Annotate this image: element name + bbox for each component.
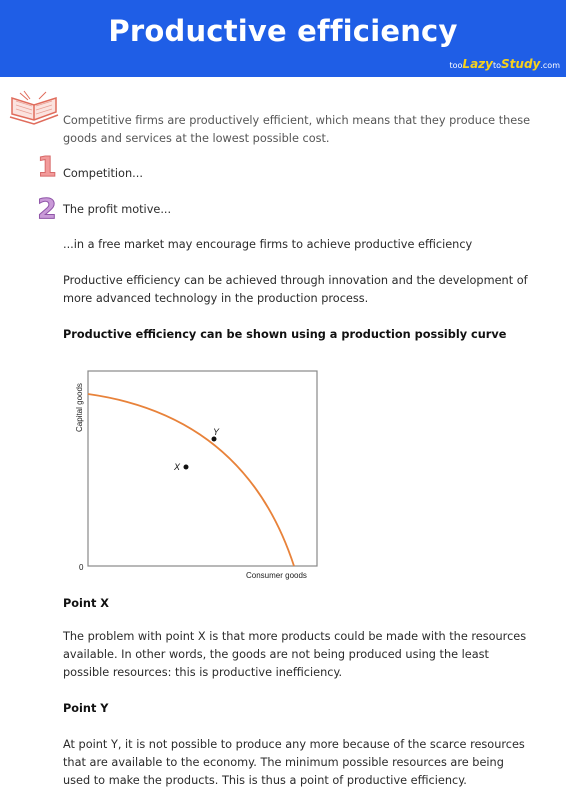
free-market-text: ...in a free market may encourage firms to achieve productive efficiency [63, 238, 473, 251]
number-two-icon: 2 [37, 192, 57, 225]
point-y-label: Y [213, 427, 220, 437]
point-x-heading: Point X [63, 597, 109, 610]
intro-text: Competitive firms are productively efficient, which means that they produce these goods and services at the lowest possible cost. [63, 114, 531, 145]
innovation-text: Productive efficiency can be achieved through innovation and the development of more advanced technology in the production process. [63, 274, 528, 305]
brand-logo: tooLazytoStudy.com [449, 57, 560, 71]
item-competition: Competition... [63, 167, 143, 180]
point-x-label: X [174, 462, 181, 472]
origin-label: 0 [79, 563, 84, 572]
number-one-icon: 1 [37, 150, 57, 183]
point-y-marker [212, 437, 217, 442]
open-book-icon [6, 90, 62, 128]
item-profit-motive: The profit motive... [63, 203, 172, 216]
x-axis-label: Consumer goods [246, 571, 307, 580]
ppc-chart [70, 366, 330, 586]
y-axis-label: Capital goods [75, 383, 84, 432]
page-title: Productive efficiency [108, 14, 458, 48]
point-x-marker [184, 465, 189, 470]
point-x-text: The problem with point X is that more products could be made with the resources available. In other words, the goods are not being produced using the least possible resources: this is productive inefficiency. [63, 630, 527, 679]
ppc-heading: Productive efficiency can be shown using a production possibly curve [63, 328, 507, 341]
point-y-text: At point Y, it is not possible to produce any more because of the scarce resources that are available to the economy. The minimum possible resources are being used to make the products. This is thus a point of productive efficiency. [63, 738, 525, 787]
header-banner [0, 0, 566, 77]
point-y-heading: Point Y [63, 702, 109, 715]
